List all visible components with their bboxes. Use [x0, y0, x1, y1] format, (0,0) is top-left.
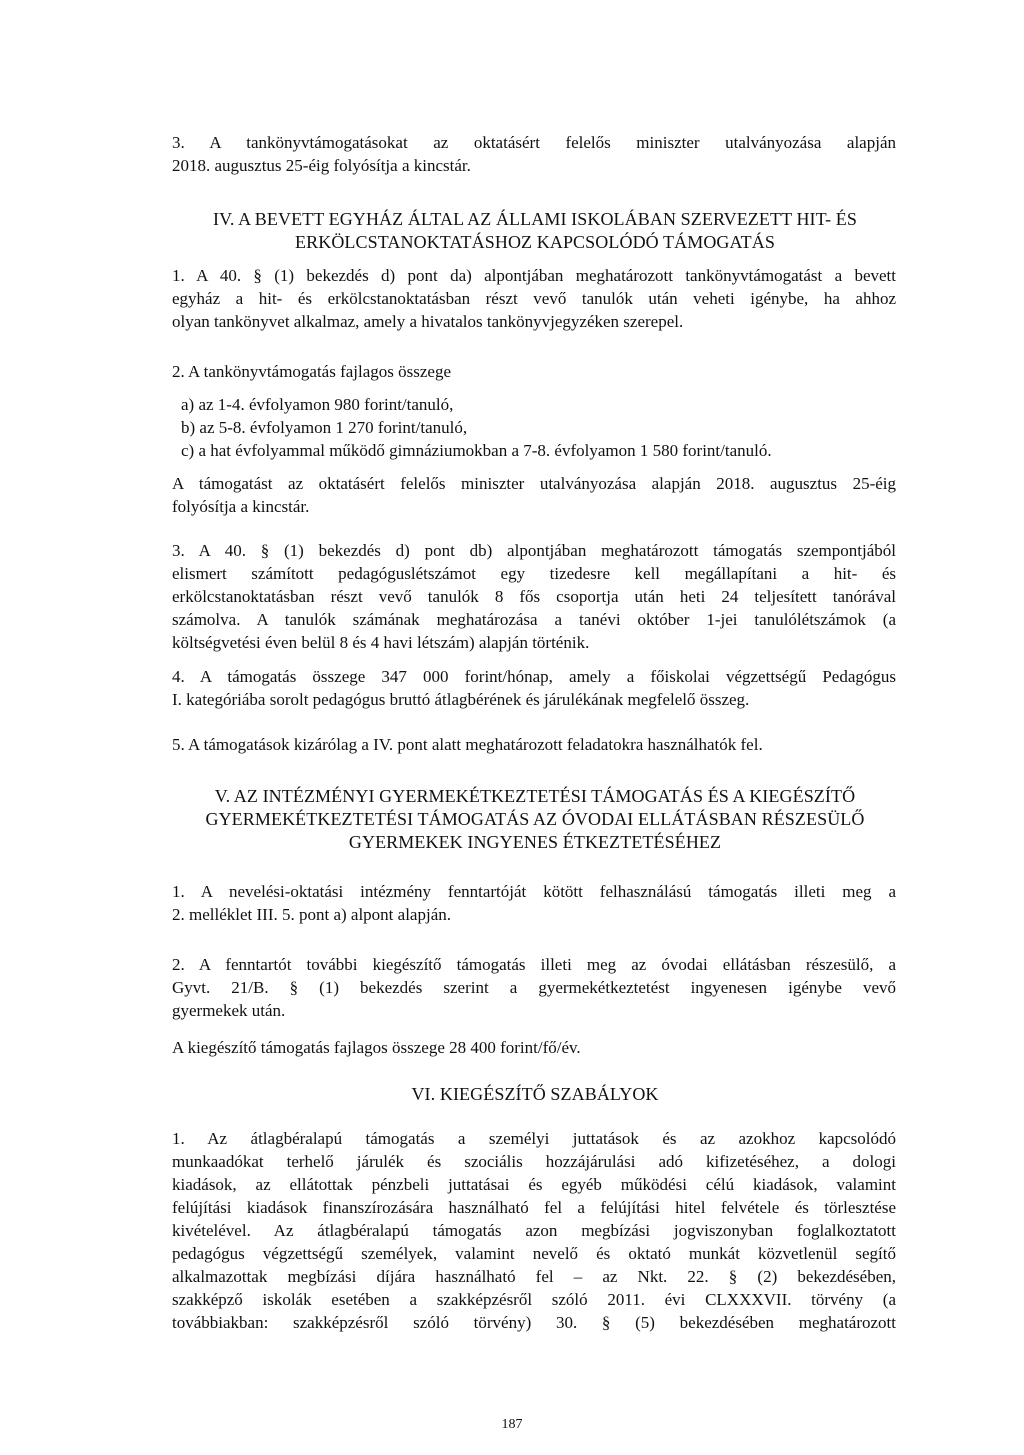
text-line: 4. A támogatás összege 347 000 forint/hónap, amely a főiskolai végzettségű Pedagógus: [172, 667, 896, 686]
text-line: felújítási kiadások finanszírozására használható fel a felújítási hitel felvétele és törlesztése: [172, 1198, 896, 1217]
text-line: kivételével. Az átlagbéralapú támogatás azon megbízási jogviszonyban foglalkoztatott: [172, 1221, 896, 1240]
text-line: 1. A nevelési-oktatási intézmény fenntartóját kötött felhasználású támogatás illeti meg a: [172, 882, 896, 901]
section-vi-heading: [150, 1083, 920, 1106]
section-iv-paragraph-3: [172, 539, 896, 654]
text-line: A támogatást az oktatásért felelős miniszter utalványozása alapján 2018. augusztus 25-éig: [172, 474, 896, 493]
heading-line: V. AZ INTÉZMÉNYI GYERMEKÉTKEZTETÉSI TÁMOGATÁS ÉS A KIEGÉSZÍTŐ: [214, 786, 856, 806]
text-line: 1. A 40. § (1) bekezdés d) pont da) alpontjában meghatározott tankönyvtámogatást a bevett: [172, 266, 896, 285]
paragraph-3-funding: [172, 131, 896, 177]
text-line: Gyvt. 21/B. § (1) bekezdés szerint a gyermekétkeztetést ingyenesen igénybe vevő: [172, 978, 896, 997]
text-line: egyház a hit- és erkölcstanoktatásban részt vevő tanulók után veheti igénybe, ha ahhoz: [172, 289, 896, 308]
section-v-heading: [150, 785, 920, 854]
heading-line: GYERMEKEK INGYENES ÉTKEZTETÉSÉHEZ: [348, 832, 722, 852]
text-line: gyermekek után.: [172, 1001, 286, 1020]
text-line: 1. Az átlagbéralapú támogatás a személyi juttatások és az azokhoz kapcsolódó: [172, 1129, 896, 1148]
section-iv-paragraph-1: [172, 264, 896, 333]
section-iv-heading: [150, 208, 920, 254]
heading-line: VI. KIEGÉSZÍTŐ SZABÁLYOK: [411, 1084, 659, 1104]
text-line: 2. melléklet III. 5. pont a) alpont alapján.: [172, 905, 451, 924]
text-line: 2. A fenntartót további kiegészítő támogatás illeti meg az óvodai ellátásban részesülő, a: [172, 955, 896, 974]
section-iv-paragraph-5: [172, 733, 896, 756]
section-v-paragraph-1: [172, 880, 896, 926]
list-item: a) az 1-4. évfolyamon 980 forint/tanuló,: [181, 395, 454, 414]
text-line: pedagógus végzettségű személyek, valamint nevelő és oktató munkát közvetlenül segítő: [172, 1244, 896, 1263]
heading-line: IV. A BEVETT EGYHÁZ ÁLTAL AZ ÁLLAMI ISKOLÁBAN SZERVEZETT HIT- ÉS: [213, 209, 857, 229]
list-item: c) a hat évfolyammal működő gimnáziumokban a 7-8. évfolyamon 1 580 forint/tanuló.: [181, 441, 772, 460]
section-iv-paragraph-2-note: [172, 472, 896, 518]
text-line: 2018. augusztus 25-éig folyósítja a kincstár.: [172, 156, 471, 175]
text-line: 5. A támogatások kizárólag a IV. pont alatt meghatározott feladatokra használhatók fel.: [172, 735, 763, 754]
text-line: 3. A tankönyvtámogatásokat az oktatásért felelős miniszter utalványozása alapján: [172, 133, 896, 152]
list-item: b) az 5-8. évfolyamon 1 270 forint/tanuló,: [181, 418, 468, 437]
text-line: olyan tankönyvet alkalmaz, amely a hivatalos tankönyvjegyzéken szerepel.: [172, 312, 684, 331]
text-line: folyósítja a kincstár.: [172, 497, 310, 516]
section-iv-paragraph-4: [172, 665, 896, 711]
text-line: 3. A 40. § (1) bekezdés d) pont db) alpontjában meghatározott támogatás szempontjából: [172, 541, 896, 560]
text-line: I. kategóriába sorolt pedagógus bruttó átlagbérének és járulékának megfelelő összeg.: [172, 690, 750, 709]
section-vi-paragraph-1: [172, 1127, 896, 1334]
text-line: számolva. A tanulók számának meghatározása a tanévi október 1-jei tanulólétszámok (a: [172, 610, 896, 629]
text-line: költségvetési éven belül 8 és 4 havi létszám) alapján történik.: [172, 633, 590, 652]
heading-line: ERKÖLCSTANOKTATÁSHOZ KAPCSOLÓDÓ TÁMOGATÁS: [295, 232, 775, 252]
text-line: alkalmazottak megbízási díjára használható fel – az Nkt. 22. § (2) bekezdésében,: [172, 1267, 896, 1286]
text-line: kiadások, az ellátottak pénzbeli juttatásai és egyéb működési célú kiadások, valamint: [172, 1175, 896, 1194]
text-line: A kiegészítő támogatás fajlagos összege 28 400 forint/fő/év.: [172, 1038, 581, 1057]
section-v-paragraph-2-note: [172, 1036, 896, 1059]
section-iv-paragraph-2: [172, 360, 896, 383]
text-line: továbbiakban: szakképzésről szóló törvény) 30. § (5) bekezdésében meghatározott: [172, 1313, 896, 1332]
text-line: elismert számított pedagóguslétszámot egy tizedesre kell megállapítani a hit- és: [172, 564, 896, 583]
text-line: szakképző iskolák esetében a szakképzésről szóló 2011. évi CLXXXVII. törvény (a: [172, 1290, 896, 1309]
text-line: 2. A tankönyvtámogatás fajlagos összege: [172, 362, 452, 381]
text-line: erkölcstanoktatásban részt vevő tanulók 8 fős csoportja után heti 24 teljesített tanórával: [172, 587, 896, 606]
heading-line: GYERMEKÉTKEZTETÉSI TÁMOGATÁS AZ ÓVODAI ELLÁTÁSBAN RÉSZESÜLŐ: [205, 809, 865, 829]
section-v-paragraph-2: [172, 953, 896, 1022]
text-line: munkaadókat terhelő járulék és szociális hozzájárulási adó kifizetéséhez, a dologi: [172, 1152, 896, 1171]
page-number: 187: [501, 1417, 523, 1432]
